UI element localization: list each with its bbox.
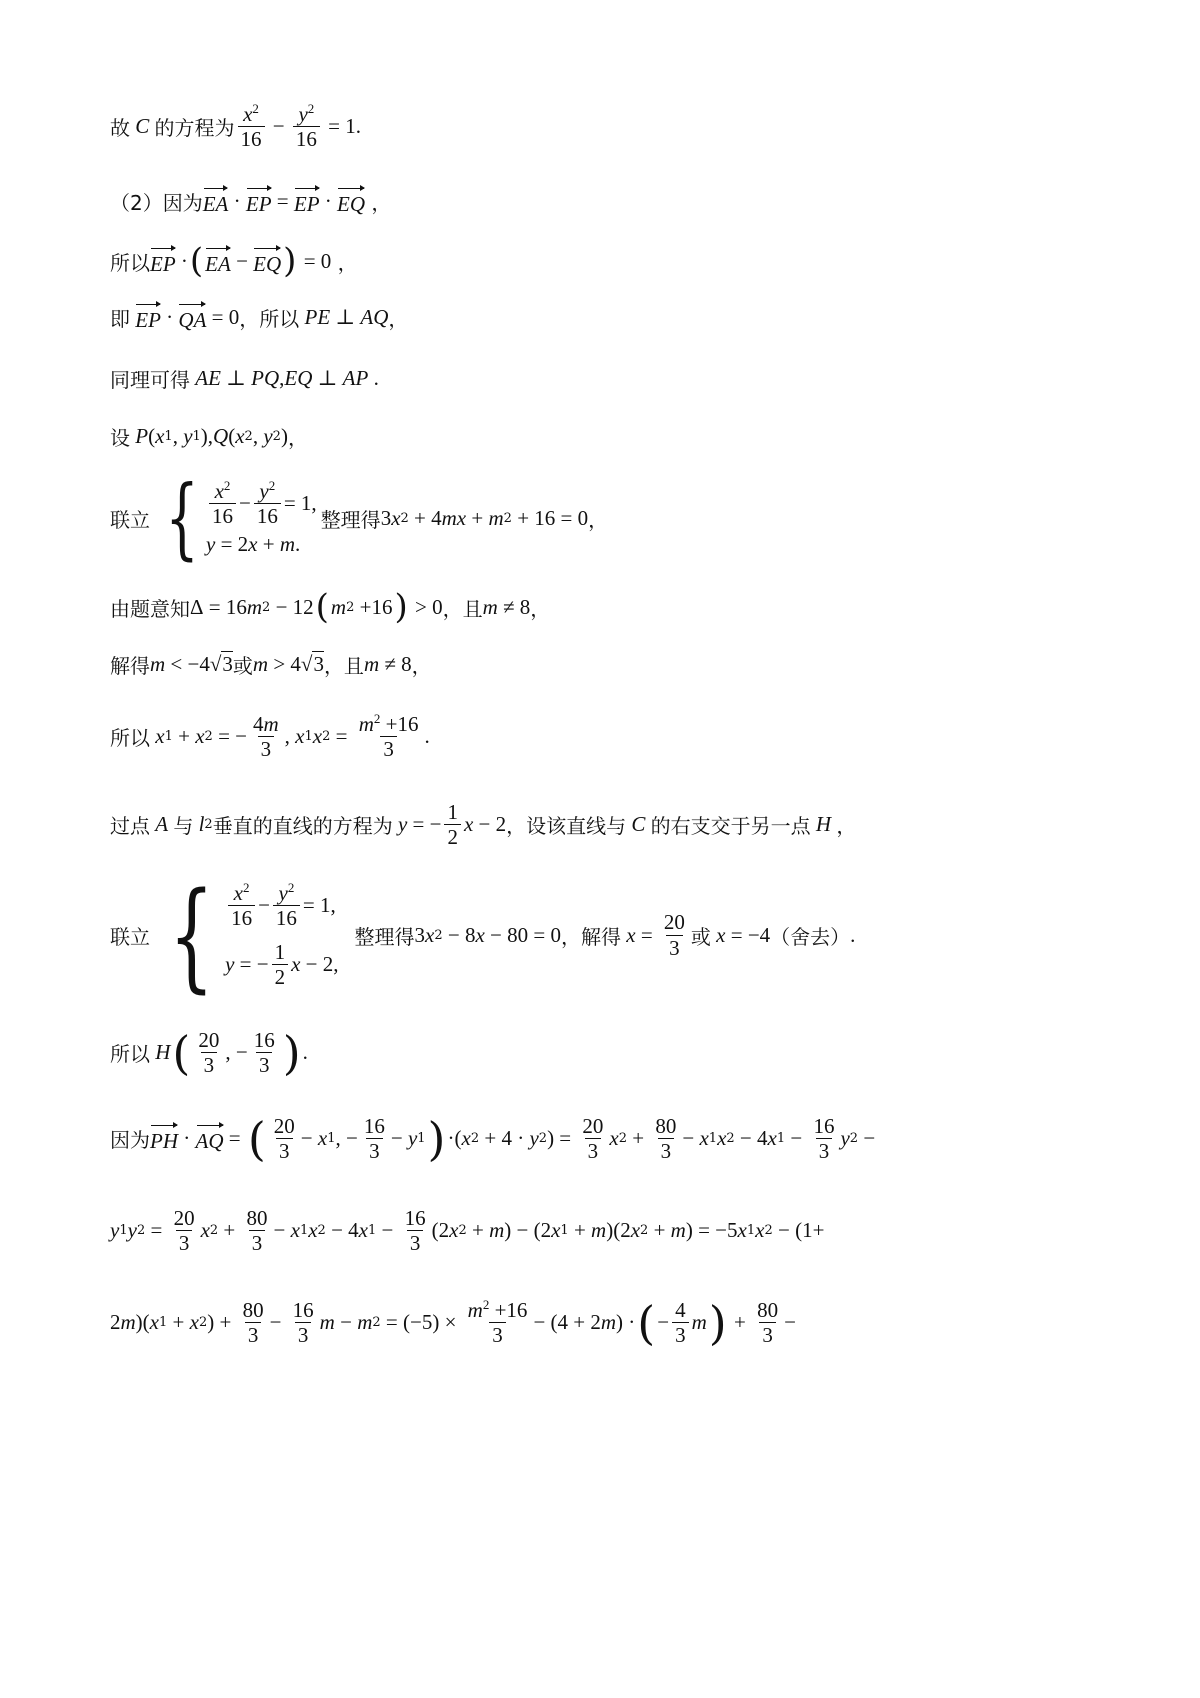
text: 即 bbox=[110, 307, 130, 331]
denominator: 3 bbox=[256, 1052, 273, 1077]
text: ，设该直线与 bbox=[506, 814, 627, 839]
text: 所以 bbox=[110, 1042, 150, 1067]
numerator: 16 bbox=[253, 1028, 275, 1052]
text: ， bbox=[388, 307, 409, 331]
line-point-h: 所以 H ( $\frac{20}{3}$ , − $\frac{16}{3}$ ) . bbox=[110, 1025, 308, 1080]
text: ， bbox=[530, 596, 551, 621]
text: 整理得 bbox=[354, 924, 415, 949]
text: 设 bbox=[110, 426, 130, 450]
text: 或 bbox=[690, 924, 711, 949]
line-system-2: 联立 { $\frac{x^2}{16}$ − $\frac{y^2}{16}$ = 1, y = − $\frac{1}{2}$ x − 2, 整理得 3 x 2 − 8 x − 80 = 0 ，解得 x = $\frac{20}{3}$ 或 x = −4 （舍去） . bbox=[110, 866, 856, 1004]
text: ， bbox=[588, 507, 609, 532]
text: ，所以 bbox=[239, 307, 300, 331]
line-ph-aq-1: 因为 PH · AQ = ( $\frac{20}{3}$ − x 1 , − $\frac{16}{3}$ − y 1 ) ·( x 2 + 4 · y 2 ) = $\frac{20}{3}$ x 2 + $\frac{80}{3}$ − x 1 x 2 − 4 x 1 − $\frac{16}{3}$ y 2 − bbox=[110, 1111, 876, 1166]
text: ， bbox=[836, 814, 857, 839]
text: 的方程为 bbox=[154, 116, 235, 141]
text: 同理可得 bbox=[110, 368, 190, 392]
denominator: 2 bbox=[444, 824, 461, 849]
denominator: 3 bbox=[201, 1052, 218, 1077]
text: 联立 bbox=[110, 924, 150, 949]
text: 或 bbox=[232, 654, 253, 678]
line-solve-m: 解得 m < −4√3 或 m > 4√3 ，且 m ≠ 8 ， bbox=[110, 652, 432, 678]
line-pe-perp-aq: 即 EP · QA = 0 ，所以 PE ⊥ AQ ， bbox=[110, 302, 408, 333]
text: 联立 bbox=[110, 507, 150, 532]
denominator: 3 bbox=[666, 935, 683, 960]
text: （2）因为 bbox=[110, 191, 203, 215]
denominator: 16 bbox=[238, 126, 265, 151]
text: 因为 bbox=[110, 1128, 150, 1153]
denominator: 3 bbox=[380, 736, 397, 761]
text: 的右支交于另一点 bbox=[650, 814, 811, 839]
numerator: 1 bbox=[447, 800, 458, 824]
denominator: 16 bbox=[273, 905, 300, 930]
numerator: 20 bbox=[663, 910, 685, 935]
brace-icon: { bbox=[169, 866, 215, 1004]
denominator: 16 bbox=[293, 126, 320, 151]
text: （舍去） bbox=[770, 924, 851, 949]
denominator: 3 bbox=[258, 736, 275, 761]
text: ，解得 bbox=[560, 924, 621, 949]
text: 所以 bbox=[110, 726, 150, 751]
denominator: 2 bbox=[272, 964, 289, 989]
denominator: 16 bbox=[228, 905, 255, 930]
brace-icon: { bbox=[165, 466, 199, 569]
line-part2-given: （2）因为 EA · EP = EP · EQ ， bbox=[110, 186, 391, 217]
denominator: 16 bbox=[254, 503, 281, 528]
text: 与 bbox=[173, 814, 194, 839]
text: ， bbox=[411, 654, 432, 678]
text: ，且 bbox=[323, 654, 364, 678]
text: 由题意知 bbox=[110, 596, 190, 621]
text: 过点 bbox=[110, 814, 150, 839]
text: 所以 bbox=[110, 250, 150, 275]
text: ，且 bbox=[442, 596, 483, 621]
line-perpendicular-line: 过点 A 与 l 2 垂直的直线的方程为 y = − $\frac{1}{2}$ x − 2 ，设该直线与 C 的右支交于另一点 H ， bbox=[110, 800, 857, 850]
text: 垂直的直线的方程为 bbox=[212, 814, 393, 839]
text: . bbox=[355, 114, 361, 139]
line-equation-of-c: 故 C 的方程为 $\frac{x^2}{16}$ − $\frac{y^2}{16}$ = 1 . bbox=[110, 101, 361, 152]
line-ph-aq-3: 2 m )( x 1 + x 2 ) + $\frac{80}{3}$ − $\frac{16}{3}$ m − m 2 = (−5) × $\frac{m^2 +16}{3}$ − (4 + 2 m ) · ( − $\frac{4}{3}$ m ) + $\frac{80}{3}$ − bbox=[110, 1295, 796, 1350]
line-vieta: 所以 x 1 + x 2 = − $\frac{4m}{3}$ , x 1 x 2 = $\frac{m^2 +16}{3}$ . bbox=[110, 711, 430, 762]
text: 整理得 bbox=[320, 507, 381, 532]
text: 解得 bbox=[110, 654, 150, 678]
numerator: 20 bbox=[198, 1028, 220, 1052]
line-ph-aq-2: y 1 y 2 = $\frac{20}{3}$ x 2 + $\frac{80}{3}$ − x 1 x 2 − 4 x 1 − $\frac{16}{3}$ (2 x 2 + m ) − (2 x 1 + m )(2 x 2 + m ) = −5 x 1 x 2 − (1+ bbox=[110, 1206, 825, 1256]
line-similarly: 同理可得 AE ⊥ PQ , EQ ⊥ AP . bbox=[110, 366, 379, 392]
numerator: 1 bbox=[274, 940, 286, 964]
denominator: 16 bbox=[209, 503, 236, 528]
line-discriminant: 由题意知 Δ = 16 m 2 − 12 ( m 2 +16 ) > 0 ，且 m ≠ 8 ， bbox=[110, 587, 551, 627]
text: . bbox=[850, 922, 856, 947]
text: 故 bbox=[110, 116, 130, 141]
line-set-points: 设 P ( x 1 , y 1 ), Q ( x 2 , y 2 ) ， bbox=[110, 424, 308, 450]
line-dot-product-zero: 所以 EP · ( EA − EQ ) = 0 ， bbox=[110, 241, 358, 281]
line-system-1: 联立 { $\frac{x^2}{16}$ − $\frac{y^2}{16}$ = 1, y = 2 x + m . 整理得 3 x 2 + 4 mx + m 2 + 16 = 0 ， bbox=[110, 466, 609, 569]
